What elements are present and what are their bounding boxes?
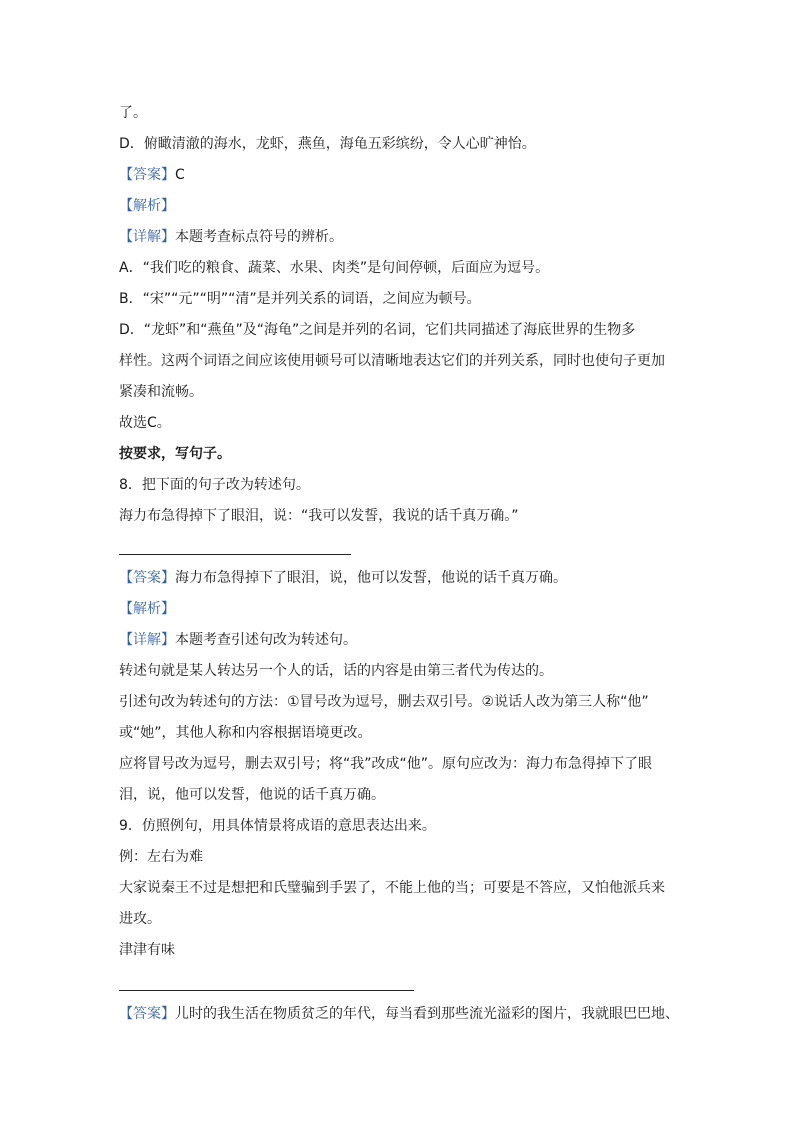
detail-tag: 【详解】: [119, 229, 175, 245]
answer-text: 海力布急得掉下了眼泪，说，他可以发誓，他说的话千真万确。: [175, 570, 567, 586]
text-line: 引述句改为转述句的方法：①冒号改为逗号，删去双引号。②说话人改为第三人称“他”: [119, 694, 649, 710]
text-line: 或“她”，其他人称和内容根据语境更改。: [119, 725, 372, 741]
text-line: 了。: [119, 105, 147, 121]
text-line: 样性。这两个词语之间应该使用顿号可以清晰地表达它们的并列关系，同时也使句子更加: [119, 353, 665, 369]
text-line: B．“宋”“元”“明”“清”是并列关系的词语，之间应为顿号。: [119, 291, 481, 307]
answer-text: C: [175, 167, 185, 183]
answer-line: [119, 568, 567, 588]
example-line: 例：左右为难: [119, 849, 203, 865]
answer-text: 儿时的我生活在物质贫乏的年代，每当看到那些流光溢彩的图片，我就眼巴巴地、: [175, 1006, 679, 1022]
question-8-sentence: 海力布急得掉下了眼泪，说：“我可以发誓，我说的话千真万确。”: [119, 508, 519, 524]
text-line: 进攻。: [119, 911, 161, 927]
answer-blank-line: [119, 990, 414, 991]
answer-line: [119, 1004, 679, 1024]
detail-text: 本题考查引述句改为转述句。: [175, 632, 357, 648]
option-d-line: D．俯瞰清澈的海水，龙虾，燕鱼，海龟五彩缤纷，令人心旷神怡。: [119, 136, 536, 152]
question-8: 8．把下面的句子改为转述句。: [119, 477, 310, 493]
detail-tag: 【详解】: [119, 632, 175, 648]
answer-tag: 【答案】: [119, 570, 175, 586]
text-line: 紧凑和流畅。: [119, 384, 203, 400]
text-line: 大家说秦王不过是想把和氏璧骗到手罢了，不能上他的当；可要是不答应，又怕他派兵来: [119, 880, 665, 896]
text-line: 故选C。: [119, 415, 171, 431]
text-line: A．“我们吃的粮食、蔬菜、水果、肉类”是句间停顿，后面应为逗号。: [119, 260, 550, 276]
text-line: D．“龙虾”和“燕鱼”及“海龟”之间是并列的名词，它们共同描述了海底世界的生物多: [119, 322, 636, 338]
answer-line: [119, 165, 185, 185]
text-line: 应将冒号改为逗号，删去双引号；将“我”改成“他”。原句应改为：海力布急得掉下了眼: [119, 756, 653, 772]
detail-line: [119, 227, 343, 247]
text-line: 转述句就是某人转达另一个人的话，话的内容是由第三者代为传达的。: [119, 663, 553, 679]
analysis-line: [119, 599, 175, 619]
detail-text: 本题考查标点符号的辨析。: [175, 229, 343, 245]
answer-tag: 【答案】: [119, 1006, 175, 1022]
answer-blank-line: [119, 554, 351, 555]
question-9: 9．仿照例句，用具体情景将成语的意思表达出来。: [119, 818, 436, 834]
section-heading: 按要求，写句子。: [119, 446, 231, 462]
analysis-line: [119, 196, 175, 216]
detail-line: [119, 630, 357, 650]
analysis-tag: 【解析】: [119, 601, 175, 617]
text-line: 泪，说，他可以发誓，他说的话千真万确。: [119, 787, 385, 803]
idiom-prompt: 津津有味: [119, 942, 175, 958]
analysis-tag: 【解析】: [119, 198, 175, 214]
answer-tag: 【答案】: [119, 167, 175, 183]
